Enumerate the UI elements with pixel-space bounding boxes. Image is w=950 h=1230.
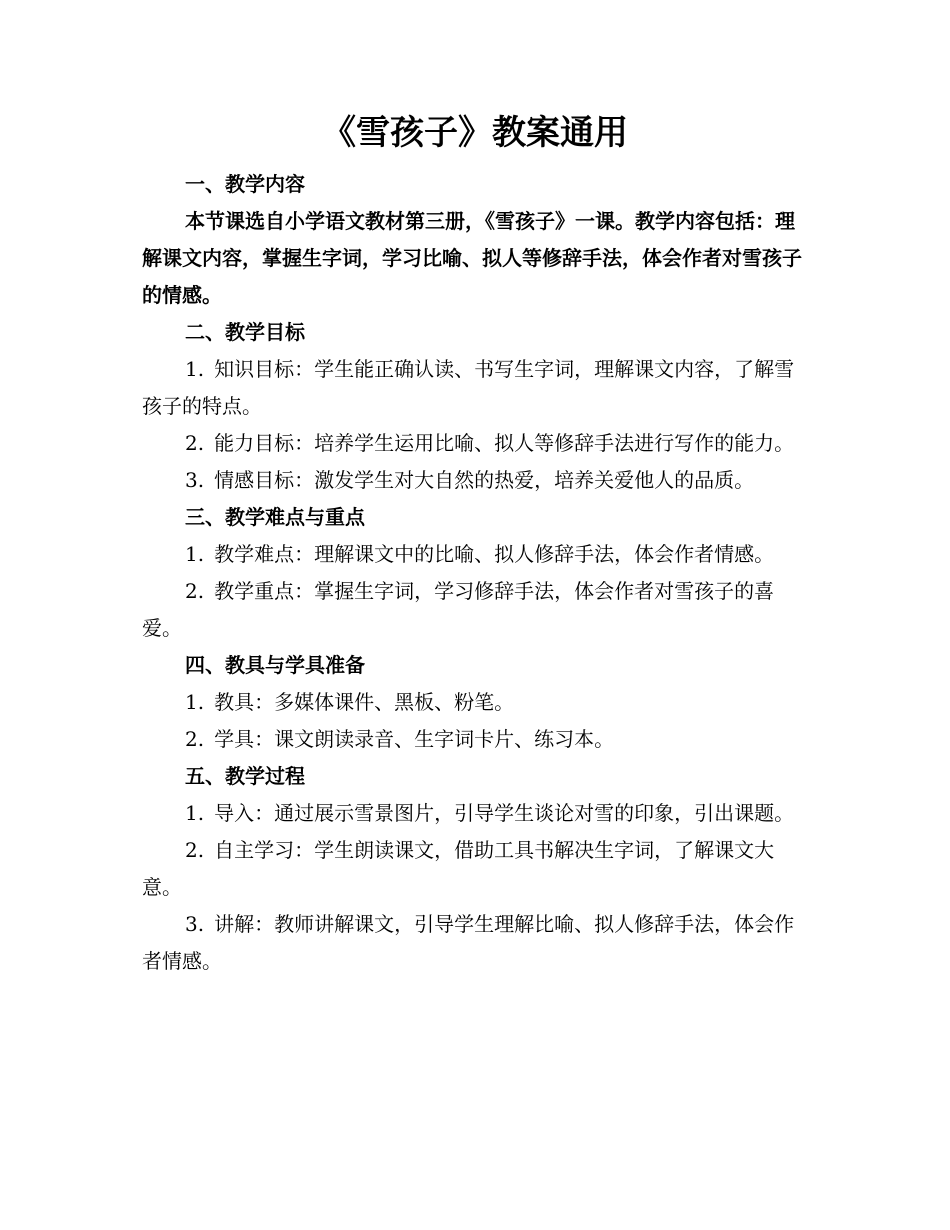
item-number: 3. [185, 912, 205, 936]
item-number: 1. [185, 690, 205, 714]
section-heading-content: 一、教学内容 [185, 172, 305, 196]
section-heading-materials: 四、教具与学具准备 [185, 653, 365, 677]
item-text: 能力目标：培养学生运用比喻、拟人等修辞手法进行写作的能力。 [214, 431, 795, 455]
list-item [142, 573, 814, 647]
document-title: 《雪孩子》教案通用 [322, 113, 628, 153]
item-number: 2. [185, 579, 205, 603]
list-item [142, 906, 814, 980]
item-number: 3. [185, 468, 205, 492]
item-number: 1. [185, 357, 205, 381]
list-item [142, 832, 814, 906]
item-number: 2. [185, 431, 205, 455]
item-text: 情感目标：激发学生对大自然的热爱，培养关爱他人的品质。 [214, 468, 755, 492]
item-text: 知识目标：学生能正确认读、书写生字词，理解课文内容，了解雪孩子的特点。 [142, 357, 795, 418]
item-number: 1. [185, 542, 205, 566]
item-text: 教学难点：理解课文中的比喻、拟人修辞手法，体会作者情感。 [214, 542, 775, 566]
list-item [142, 536, 814, 573]
section-heading-difficulties: 三、教学难点与重点 [185, 505, 365, 529]
section-heading-process: 五、教学过程 [185, 764, 305, 788]
item-number: 2. [185, 838, 205, 862]
item-text: 教具：多媒体课件、黑板、粉笔。 [214, 690, 515, 714]
item-text: 讲解：教师讲解课文，引导学生理解比喻、拟人修辞手法，体会作者情感。 [142, 912, 795, 973]
item-text: 导入：通过展示雪景图片，引导学生谈论对雪的印象，引出课题。 [214, 801, 795, 825]
list-item [142, 795, 814, 832]
item-text: 教学重点：掌握生字词，学习修辞手法，体会作者对雪孩子的喜爱。 [142, 579, 775, 640]
list-item [142, 351, 814, 425]
list-item [142, 721, 814, 758]
item-number: 1. [185, 801, 205, 825]
list-item [142, 462, 814, 499]
document-body [142, 166, 814, 980]
list-item [142, 684, 814, 721]
item-number: 2. [185, 727, 205, 751]
list-item [142, 425, 814, 462]
section-heading-goals: 二、教学目标 [185, 320, 305, 344]
item-text: 自主学习：学生朗读课文，借助工具书解决生字词，了解课文大意。 [142, 838, 775, 899]
item-text: 学具：课文朗读录音、生字词卡片、练习本。 [214, 727, 615, 751]
section-paragraph: 本节课选自小学语文教材第三册，《雪孩子》一课。教学内容包括：理解课文内容，掌握生字词，学习比喻、拟人等修辞手法，体会作者对雪孩子的情感。 [142, 209, 802, 307]
